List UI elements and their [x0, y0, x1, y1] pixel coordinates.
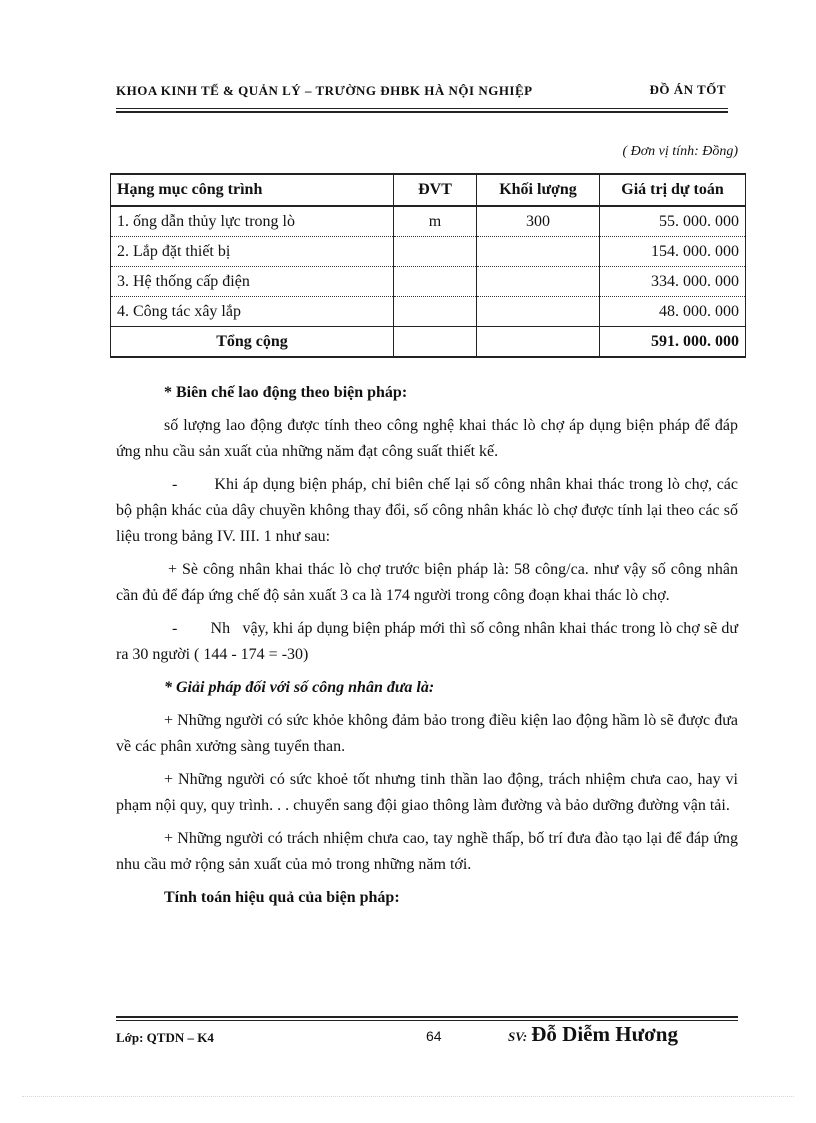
total-unit	[394, 327, 477, 358]
section-heading-solution: * Giải pháp đối với số công nhân đưa là:	[164, 679, 435, 696]
footer-rule-thick	[116, 1016, 738, 1018]
header-rule-thick	[116, 111, 728, 113]
student-prefix: SV:	[508, 1029, 528, 1044]
page-header	[116, 80, 728, 112]
unit-note: ( Đơn vị tính: Đồng)	[622, 144, 738, 159]
col-header-item: Hạng mục công trình	[111, 174, 394, 206]
col-header-unit: ĐVT	[394, 174, 477, 206]
cell-value: 55. 000. 000	[600, 206, 746, 237]
col-header-value: Giá trị dự toán	[600, 174, 746, 206]
cell-value: 154. 000. 000	[600, 237, 746, 267]
header-rule-thin	[116, 108, 728, 109]
footer-rule-thin	[116, 1020, 738, 1021]
cell-item: 3. Hệ thống cấp điện	[111, 267, 394, 297]
table-row	[111, 297, 746, 327]
cell-value: 334. 000. 000	[600, 267, 746, 297]
paragraph: + Sè công nhân khai thác lò chợ trước biện pháp là: 58 công/ca. như vậy số công nhân cần đủ để đáp ứng chế độ sản xuất 3 ca là 174 người trong công đoạn khai thác lò chợ.	[116, 561, 738, 604]
total-quantity	[477, 327, 600, 358]
cell-item: 2. Lắp đặt thiết bị	[111, 237, 394, 267]
total-label: Tổng cộng	[111, 327, 394, 358]
table-row	[111, 206, 746, 237]
page-edge-divider	[22, 1096, 794, 1097]
paragraph: số lượng lao động được tính theo công nghệ khai thác lò chợ áp dụng biện pháp để đáp ứng nhu cầu sản xuất của những năm đạt công suất thiết kế.	[116, 417, 738, 460]
cell-quantity	[477, 267, 600, 297]
table-row	[111, 237, 746, 267]
cell-quantity	[477, 297, 600, 327]
paragraph: + Những người có sức khỏe không đảm bảo trong điều kiện lao động hầm lò sẽ được đưa về các phân xưởng sàng tuyển than.	[116, 712, 738, 755]
page-number: 64	[426, 1028, 442, 1044]
table-row	[111, 267, 746, 297]
table-total-row	[111, 327, 746, 358]
header-doc-type: ĐỒ ÁN TỐT	[649, 82, 726, 97]
cell-unit	[394, 237, 477, 267]
cell-quantity	[477, 237, 600, 267]
cell-unit	[394, 267, 477, 297]
footer-student	[508, 1022, 678, 1047]
cell-item: 4. Công tác xây lắp	[111, 297, 394, 327]
section-heading-labor: * Biên chế lao động theo biện pháp:	[164, 384, 408, 401]
cell-value: 48. 000. 000	[600, 297, 746, 327]
paragraph: + Những người có sức khoẻ tốt nhưng tinh thần lao động, trách nhiệm chưa cao, hay vi phạm nội quy, quy trình. . . chuyển sang đội giao thông làm đường và bảo dưỡng đường vận tải.	[116, 771, 738, 814]
document-body	[116, 380, 742, 918]
cell-item: 1. ống dẫn thủy lực trong lò	[111, 206, 394, 237]
paragraph: + Những người có trách nhiệm chưa cao, tay nghề thấp, bố trí đưa đào tạo lại để đáp ứng nhu cầu mở rộng sản xuất của mỏ trong những năm tới.	[116, 830, 738, 873]
page-footer	[116, 1014, 738, 1054]
cell-quantity: 300	[477, 206, 600, 237]
paragraph: - Khi áp dụng biện pháp, chỉ biên chế lại số công nhân khai thác trong lò chợ, các bộ phận khác của dây chuyền không thay đổi, số công nhân khác lò chợ được tính lại theo các số liệu trong bảng IV. III. 1 như sau:	[116, 476, 742, 545]
total-value: 591. 000. 000	[600, 327, 746, 358]
header-faculty: KHOA KINH TẾ & QUẢN LÝ – TRƯỜNG ĐHBK HÀ NỘI NGHIỆP	[116, 83, 533, 98]
cell-unit	[394, 297, 477, 327]
col-header-quantity: Khối lượng	[477, 174, 600, 206]
footer-class: Lớp: QTDN – K4	[116, 1030, 214, 1045]
paragraph: - Nh vậy, khi áp dụng biện pháp mới thì số công nhân khai thác trong lò chợ sẽ dư ra 30 người ( 144 - 174 = -30)	[116, 620, 742, 663]
table-header-row	[111, 174, 746, 206]
section-heading-efficiency: Tính toán hiệu quả của biện pháp:	[164, 889, 400, 906]
student-name: Đỗ Diễm Hương	[531, 1022, 678, 1046]
estimate-table	[110, 173, 746, 358]
cell-unit: m	[394, 206, 477, 237]
